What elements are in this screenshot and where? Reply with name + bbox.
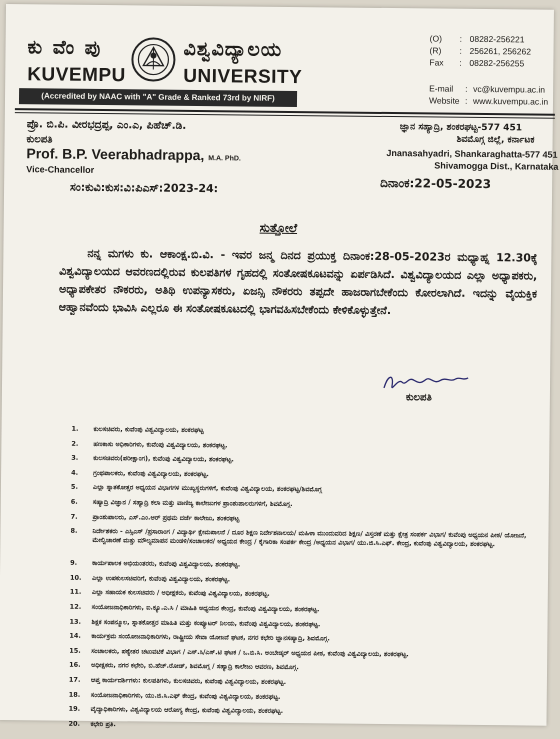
list-item: 13. ಶಿಕ್ಷಕ ಸಂಪನ್ಮೂಲ, ಸ್ನಾತಕೋತ್ತರ ಮಾಹಿತಿ ಮತ್ತು ಕಂಪ್ಯೂಟರ್ ನಿಲಯ, ಕುವೆಂಪು ವಿಶ್ವವಿದ್ಯಾಲಯ, ಶಂಕರಘಟ್ಟ.	[69, 617, 535, 636]
university-name-kannada: ಕು ವೆಂ ಪು	[27, 36, 102, 59]
accreditation-banner: (Accredited by NAAC with "A" Grade & Ranked 73rd by NIRF)	[19, 88, 297, 107]
signature-title: ಕುಲಪತಿ	[406, 392, 432, 403]
list-item: 10. ಎಲ್ಲಾ ಉಪಕುಲಸಚಿವರಿಗೆ, ಕುವೆಂಪು ವಿಶ್ವವಿದ್ಯಾಲಯ, ಶಂಕರಘಟ್ಟ.	[70, 573, 536, 592]
address-kannada-line2: ಶಿವಮೊಗ್ಗ ಜಿಲ್ಲೆ, ಕರ್ನಾಟಕ	[457, 135, 535, 146]
sender-degrees: M.A. PhD.	[208, 155, 241, 162]
sender-name-kannada: ಪ್ರೊ. ಬಿ.ಪಿ. ವೀರಭದ್ರಪ್ಪ, ಎಂ.ಎ, ಪಿಹೆಚ್.ಡಿ.	[27, 118, 187, 133]
address-english-line1: Jnanasahyadri, Shankaraghatta-577 451	[386, 148, 557, 160]
list-item: 14. ಕಾರ್ಯಕ್ರಮ ಸಂಯೋಜನಾಧಿಕಾರಿಗಳು, ರಾಷ್ಟ್ರೀಯ ಸೇವಾ ಯೋಜನೆ ಘಟಕ, ನಗರ ಕಛೇರಿ ಜ್ಞಾನಸಹ್ಯಾದ್ರಿ, ಶಿವಮೊಗ್ಗ.	[69, 632, 535, 651]
sender-name: Prof. B.P. Veerabhadrappa,	[26, 145, 204, 163]
contact-value: 08282-256221	[470, 33, 525, 46]
contact-row-fax: Fax : 08282-256255	[429, 56, 531, 69]
contact-key: Fax	[429, 56, 459, 68]
website-value[interactable]: www.kuvempu.ac.in	[473, 95, 548, 108]
list-item: 3. ಕುಲಸಚಿವರು(ಪರೀಕ್ಷಾಂಗ), ಕುವೆಂಪು ವಿಶ್ವವಿದ್ಯಾಲಯ, ಶಂಕರಘಟ್ಟ.	[71, 454, 537, 473]
list-item: 6. ಸಹ್ಯಾದ್ರಿ ವಿಜ್ಞಾನ / ಸಹ್ಯಾದ್ರಿ ಕಲಾ ಮತ್ತು ವಾಣಿಜ್ಯ ಕಾಲೇಜುಗಳ ಪ್ರಾಂಶುಪಾಲರುಗಳಿಗೆ, ಶಿವಮೊಗ್ಗ.	[71, 498, 537, 517]
list-item: 16. ಅಧೀಕ್ಷಕರು, ನಗರ ಕಛೇರಿ, ಬಿ.ಹೆಚ್.ರೋಡ್, ಶಿವಮೊಗ್ಗ / ಸಹ್ಯಾದ್ರಿ ಕಾಲೇಜು ಆವರಣ, ಶಿವಮೊಗ್ಗ.	[69, 661, 535, 680]
address-kannada-line1: ಜ್ಞಾನ ಸಹ್ಯಾದ್ರಿ, ಶಂಕರಘಟ್ಟ-577 451	[400, 122, 522, 133]
university-name-kannada-right: ವಿಶ್ವವಿದ್ಯಾಲಯ	[183, 38, 282, 61]
website-label: Website	[429, 94, 465, 106]
list-item: 17. ಆಪ್ತ ಕಾರ್ಯದರ್ಶಿಗಳು: ಕುಲಪತಿಗಳು, ಕುಲಸಚಿವರು, ಕುವೆಂಪು ವಿಶ್ವವಿದ್ಯಾಲಯ, ಶಂಕರಘಟ್ಟ.	[69, 676, 535, 695]
university-name-english-right: UNIVERSITY	[183, 66, 302, 89]
list-item: 9. ಕಾರ್ಯಪಾಲಕ ಅಭಿಯಂತರರು, ಕುವೆಂಪು ವಿಶ್ವವಿದ್ಯಾಲಯ, ಶಂಕರಘಟ್ಟ.	[70, 559, 536, 578]
recipients-list	[68, 425, 537, 739]
list-item: 4. ಗ್ರಂಥಪಾಲಕರು, ಕುವೆಂಪು ವಿಶ್ವವಿದ್ಯಾಲಯ, ಶಂಕರಘಟ್ಟ.	[71, 468, 537, 487]
list-item: 15. ಸಂಚಾಲಕರು, ಪಠ್ಯೇತರ ಚಟುವಟಿಕೆ ವಿಭಾಗ / ಎಸ್.ಸಿ/ಎಸ್.ಟಿ ಘಟಕ / ಒ.ಬಿ.ಸಿ. ಅಂಬೇಡ್ಕರ್ ಅಧ್ಯಯನ ಪೀಠ, ಕುವೆಂಪು ವಿಶ್ವವಿದ್ಯಾಲಯ, ಶಂಕರಘಟ್ಟ.	[69, 646, 535, 665]
circular-subject: ಸುತ್ತೋಲೆ	[260, 221, 298, 236]
sender-name-english	[26, 145, 241, 163]
contact-row-residence: (R) : 256261, 256262	[429, 44, 531, 57]
university-seal-icon	[131, 35, 176, 83]
contact-value: 256261, 256262	[469, 45, 531, 58]
list-item: 11. ಎಲ್ಲಾ ಸಹಾಯಕ ಕುಲಸಚಿವರು / ಅಧೀಕ್ಷಕರು, ಕುವೆಂಪು ವಿಶ್ವವಿದ್ಯಾಲಯ, ಶಂಕರಘಟ್ಟ.	[70, 588, 536, 607]
reference-number: ಸಂ:ಕುವಿ:ಕುಸ:ವಿ:ಪಿಎಸ್:2023-24:	[70, 181, 218, 197]
contact-value: 08282-256255	[469, 57, 524, 70]
list-item: 18. ಸಂಯೋಜನಾಧಿಕಾರಿಗಳು, ಯು.ಜಿ.ಸಿ.ಎಫ್ ಕೇಂದ್ರ, ಕುವೆಂಪು ವಿಶ್ವವಿದ್ಯಾಲಯ, ಶಂಕರಘಟ್ಟ.	[69, 690, 535, 709]
contact-key: (R)	[429, 44, 459, 56]
web-contact-block: E-mail : vc@kuvempu.ac.in Website : www.kuvempu.ac.in	[429, 82, 548, 107]
address-english-line2: Shivamogga Dist., Karnataka	[434, 160, 558, 171]
sender-title-kannada: ಕುಲಪತಿ	[27, 134, 53, 145]
university-name-english-left: KUVEMPU	[27, 64, 126, 87]
list-item: 2. ಹಣಕಾಸು ಅಧಿಕಾರಿಗಳು, ಕುವೆಂಪು ವಿಶ್ವವಿದ್ಯಾಲಯ, ಶಂಕರಘಟ್ಟ.	[71, 439, 537, 458]
contact-block	[429, 32, 531, 69]
list-item: 12. ಸಂಯೋಜನಾಧಿಕಾರಿಗಳು, ಐ.ಕ್ಯೂ.ಎ.ಸಿ / ಮಾಹಿತಿ ಅಧ್ಯಯನ ಕೇಂದ್ರ, ಕುವೆಂಪು ವಿಶ್ವವಿದ್ಯಾಲಯ, ಶಂಕರಘಟ್ಟ.	[70, 603, 536, 622]
circular-body: ನನ್ನ ಮಗಳು ಕು. ಆಕಾಂಕ್ಷ.ಬಿ.ವಿ. - ಇವರ ಜನ್ಮ ದಿನದ ಪ್ರಯುಕ್ತ ದಿನಾಂಕ:28-05-2023ರ ಮಧ್ಯಾಹ್ನ 12.30ಕ್ಕೆ ವಿಶ್ವವಿದ್ಯಾಲಯದ ಆವರಣದಲ್ಲಿರುವ ಕುಲಪತಿಗಳ ಗೃಹದಲ್ಲಿ ಸಂತೋಷಕೂಟವನ್ನು ಏರ್ಪಡಿಸಿದೆ. ವಿಶ್ವವಿದ್ಯಾಲಯದ ಎಲ್ಲಾ ಅಧ್ಯಾಪಕರು, ಅಧ್ಯಾಪಕೇತರ ನೌಕರರು, ಅತಿಥಿ ಉಪನ್ಯಾಸಕರು, ಏಜನ್ಸಿ ನೌಕರರು ತಪ್ಪದೇ ಹಾಜರಾಗಬೇಕೆಂದು ಕೋರಲಾಗಿದೆ. ಇದನ್ನು ವೈಯಕ್ತಿಕ ಆಹ್ವಾನವೆಂದು ಭಾವಿಸಿ ಎಲ್ಲರೂ ಈ ಸಂತೋಷಕೂಟದಲ್ಲಿ ಭಾಗವಹಿಸಬೇಕೆಂದು ಕೇಳಿಕೊಳ್ಳುತ್ತೇನೆ.	[59, 245, 538, 322]
circular-page	[0, 4, 554, 726]
list-item: 7. ಪ್ರಾಂಶುಪಾಲರು, ಎಸ್.ಎಂ.ಆರ್ ಪ್ರಥಮ ದರ್ಜೆ ಕಾಲೇಜು, ಶಂಕರಘಟ್ಟ	[71, 512, 537, 531]
list-item: 8. ನಿರ್ದೇಶಕರು - ಎಸ್ಸಿಎಸ್ /ಪ್ರಸಾರಾಂಗ / ವಿದ್ಯಾರ್ಥಿ ಕ್ಷೇಮಪಾಲನೆ / ದೂರ ಶಿಕ್ಷಣ ನಿರ್ದೇಶನಾಲಯ/ ಮಹಿಳಾ ಮುಂದುವರಿದ ಶಿಕ್ಷಣ/ ವಿಸ್ತರಣೆ ಮತ್ತು ಕ್ಷೇತ್ರ ಸಂಪರ್ಕ ವಿಭಾಗ/ ಕುವೆಂಪು ಅಧ್ಯಯನ ಪೀಠ/ ಯೋಜನೆ, ಮೇಲ್ವಿಚಾರಣೆ ಮತ್ತು ಮೌಲ್ಯಮಾಪನ ಮಂಡಳಿ/ಸಂಚಾಲಕರ/ ಅಧ್ಯಯನ ಕೇಂದ್ರ / ಕೈಗಾರಿಕಾ ಸಂಪರ್ಕ ಕೇಂದ್ರ /ಅಧ್ಯಯನ ವಿಭಾಗ/ ಯು.ಜಿ.ಸಿ.ಎಫ್. ಕೇಂದ್ರ, ಕುವೆಂಪು ವಿಶ್ವವಿದ್ಯಾಲಯ, ಶಂಕರಘಟ್ಟ.	[70, 527, 536, 564]
email-label: E-mail	[429, 82, 465, 94]
sender-title-english: Vice-Chancellor	[26, 164, 94, 175]
contact-row-office: (O) : 08282-256221	[430, 32, 532, 45]
list-item: 1. ಕುಲಸಚಿವರು, ಕುವೆಂಪು ವಿಶ್ವವಿದ್ಯಾಲಯ, ಶಂಕರಘಟ್ಟ	[71, 425, 537, 444]
signature-icon	[380, 370, 472, 395]
list-item: 19. ವೈದ್ಯಾಧಿಕಾರಿಗಳು, ವಿಶ್ವವಿದ್ಯಾಲಯ ಆರೋಗ್ಯ ಕೇಂದ್ರ, ಕುವೆಂಪು ವಿಶ್ವವಿದ್ಯಾಲಯ, ಶಂಕರಘಟ್ಟ.	[69, 705, 535, 724]
reference-date: ದಿನಾಂಕ:22-05-2023	[380, 176, 491, 192]
list-item: 5. ಎಲ್ಲಾ ಸ್ನಾತಕೋತ್ತರ ಅಧ್ಯಯನ ವಿಭಾಗಗಳ ಮುಖ್ಯಸ್ಥರುಗಳಿಗೆ, ಕುವೆಂಪು ವಿಶ್ವವಿದ್ಯಾಲಯ, ಶಂಕರಘಟ್ಟ/ಶಿವಮೊಗ್ಗ	[71, 483, 537, 502]
email-value[interactable]: vc@kuvempu.ac.in	[473, 83, 545, 96]
contact-key: (O)	[430, 32, 460, 44]
list-item: 20. ಕಛೇರಿ ಪ್ರತಿ.	[68, 719, 534, 738]
